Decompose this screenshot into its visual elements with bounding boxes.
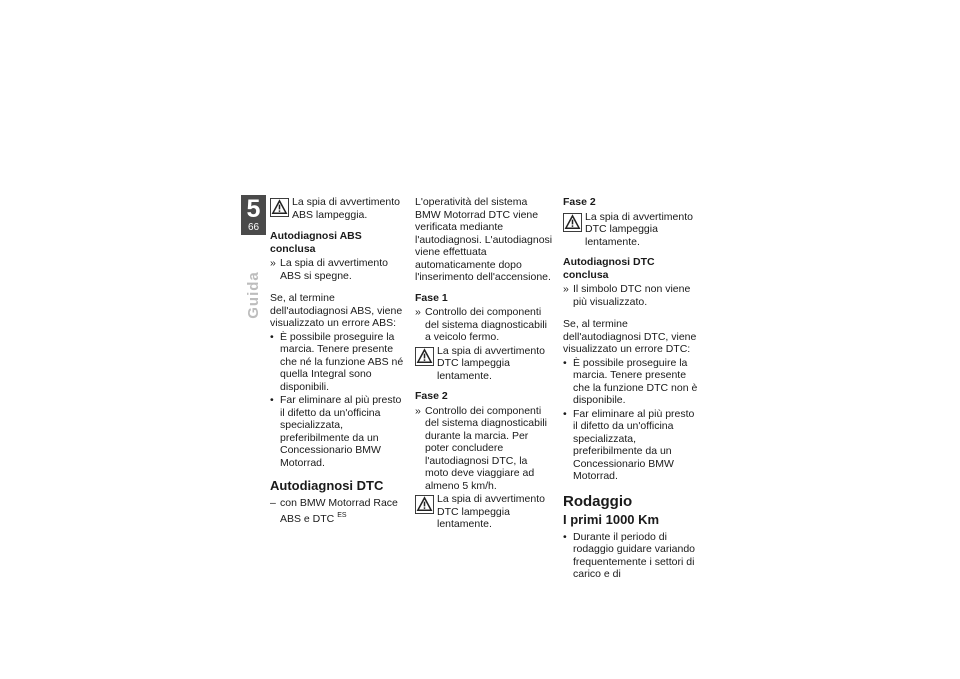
bullet-item: • Durante il periodo di rodaggio guidare variando frequentemente i settori di carico e di xyxy=(563,530,696,580)
step-item: » Controllo dei componenti del sistema diagnosticabili durante la marcia. Per poter concludere l'autodiagnosi DTC, la moto deve viaggiare ad almeno 5 km/h. La spia di avvertimento DTC lampeggia lentamente. xyxy=(415,405,553,531)
heading-dtc-done: Autodiagnosi DTC conclusa xyxy=(563,256,655,281)
step-item: » Il simbolo DTC non viene più visualizzato. xyxy=(563,283,691,308)
column-3 xyxy=(563,196,701,582)
dash-item: – con BMW Motorrad Race ABS e DTC $^{ES}$ xyxy=(270,497,398,525)
warning-text: La spia di avvertimento ABS lampeggia. xyxy=(292,196,400,221)
page-number: 66 xyxy=(247,222,260,233)
warning-text: La spia di avvertimento DTC lampeggia lentamente. xyxy=(585,210,693,248)
superscript-code: ES xyxy=(337,511,347,519)
heading-break-in: Rodaggio xyxy=(563,492,633,510)
paragraph: Se, al termine dell'autodiagnosi DTC, viene visualizzato un errore DTC: xyxy=(563,318,697,355)
warning-text: La spia di avvertimento DTC lampeggia lentamente. xyxy=(437,344,545,382)
warning-triangle-icon xyxy=(270,198,289,217)
heading-phase-1: Fase 1 xyxy=(415,291,448,304)
chapter-number: 5 xyxy=(246,195,261,223)
warning-text: La spia di avvertimento DTC lampeggia lentamente. xyxy=(437,493,545,530)
warning-triangle-icon xyxy=(415,495,434,514)
column-2 xyxy=(415,196,553,537)
paragraph: Se, al termine dell'autodiagnosi ABS, viene visualizzato un errore ABS: xyxy=(270,292,403,329)
warning-note xyxy=(415,493,553,531)
warning-triangle-icon xyxy=(415,347,434,366)
bullet-item: • È possibile proseguire la marcia. Tenere presente che né la funzione ABS né quella Integral sono disponibili. xyxy=(270,330,404,393)
paragraph: L'operatività del sistema BMW Motorrad DTC viene verificata mediante l'autodiagnosi. L'autodiagnosi viene effettuata automaticamente dopo l'inserimento dell'accensione. xyxy=(415,196,553,283)
heading-first-1000km: I primi 1000 Km xyxy=(563,511,660,527)
heading-phase-2: Fase 2 xyxy=(563,196,596,208)
heading-abs-done: Autodiagnosi ABS conclusa xyxy=(270,230,362,255)
warning-triangle-icon xyxy=(563,213,582,232)
heading-dtc-selftest: Autodiagnosi DTC xyxy=(270,478,384,493)
warning-note xyxy=(563,211,701,249)
warning-note xyxy=(270,196,408,222)
bullet-item: • Far eliminare al più presto il difetto da un'officina specializzata, preferibilmente da un Concessionario BMW Motorrad. xyxy=(270,394,402,469)
bullet-item: • Far eliminare al più presto il difetto da un'officina specializzata, preferibilmente da un Concessionario BMW Motorrad. xyxy=(563,407,695,482)
step-item: » La spia di avvertimento ABS si spegne. xyxy=(270,257,388,282)
bullet-item: • È possibile proseguire la marcia. Tenere presente che la funzione DTC non è disponibile. xyxy=(563,356,698,406)
warning-note xyxy=(415,345,553,383)
heading-phase-2: Fase 2 xyxy=(415,390,448,402)
column-1 xyxy=(270,196,408,526)
step-item: » Controllo dei componenti del sistema diagnosticabili a veicolo fermo. La spia di avvertimento DTC lampeggia lentamente. xyxy=(415,306,553,382)
chapter-side-title: Guida xyxy=(245,271,262,319)
